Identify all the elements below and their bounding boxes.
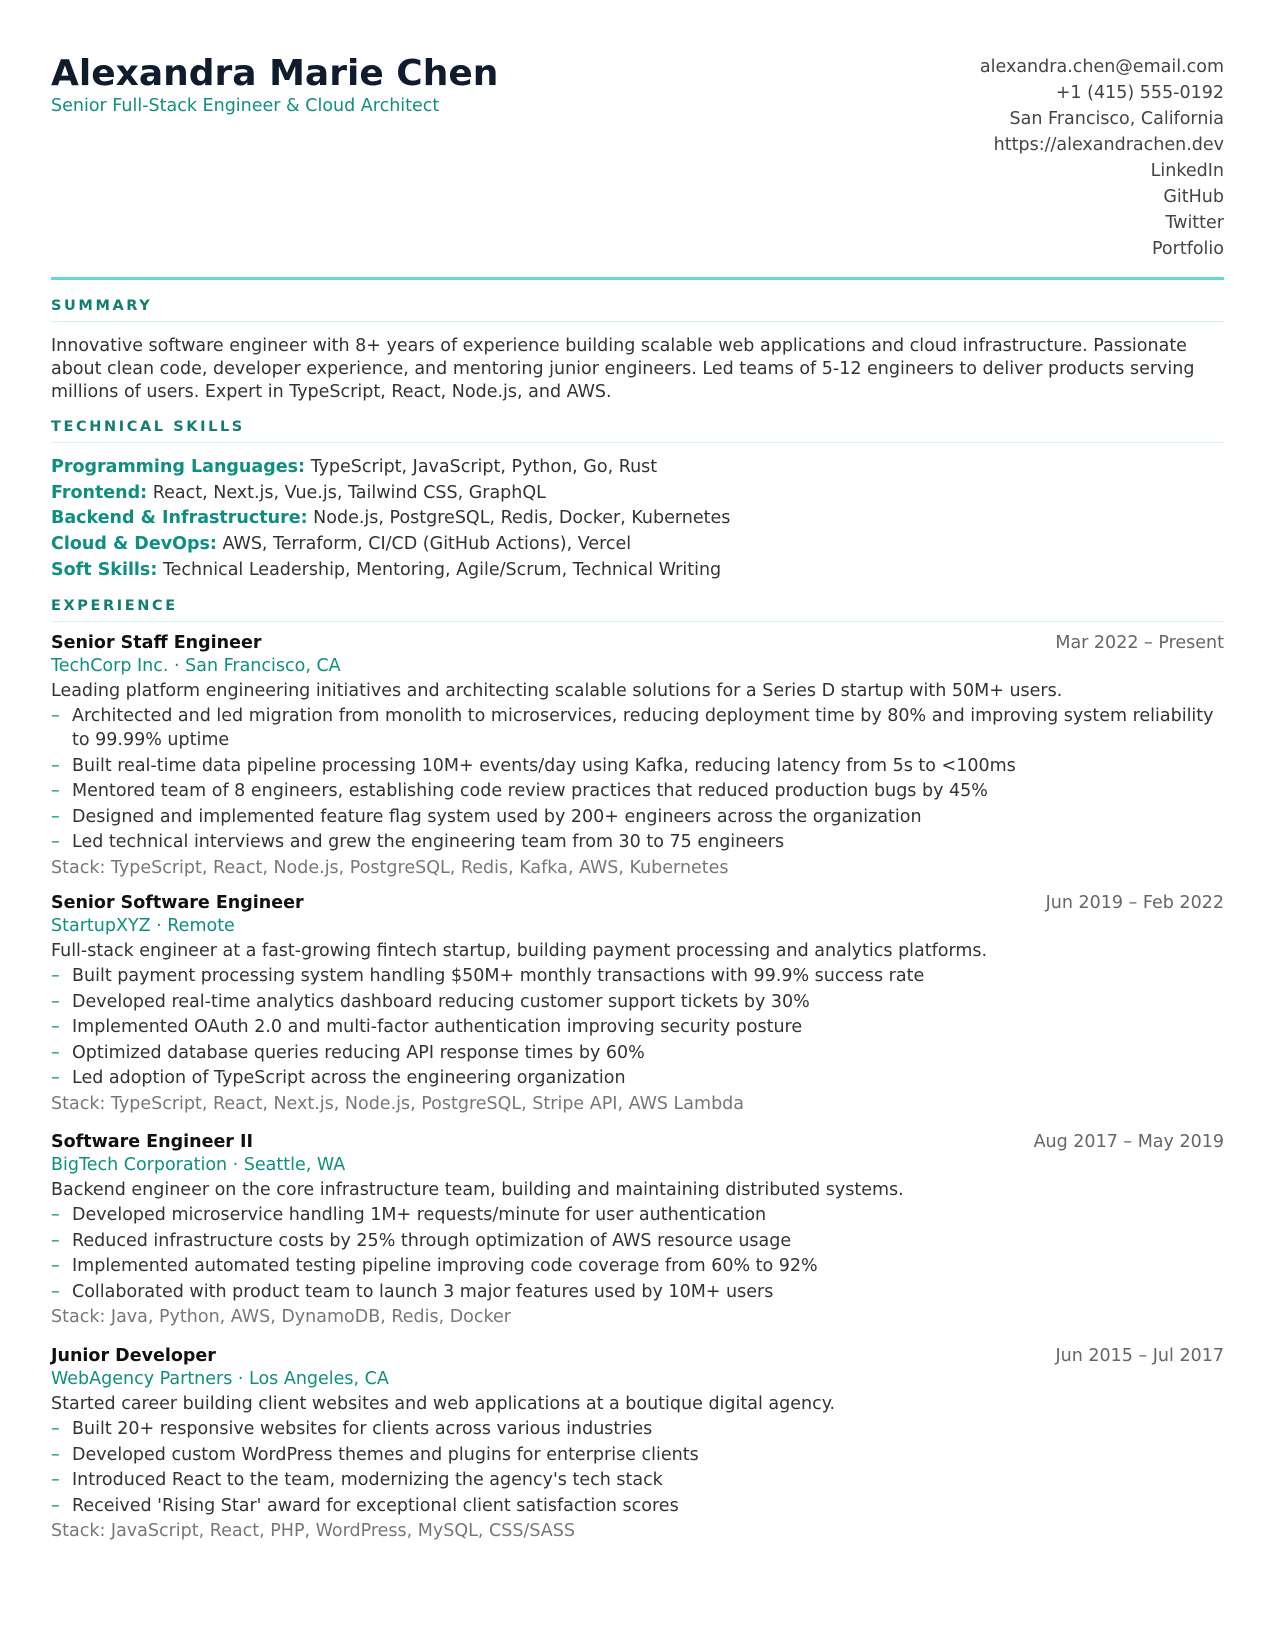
skill-row (51, 455, 1224, 481)
job-bullet (51, 1066, 1224, 1090)
skill-category: Programming Languages: (51, 457, 306, 477)
job-bullet (51, 1041, 1224, 1065)
job-stack: Stack: TypeScript, React, Node.js, PostgreSQL, Redis, Kafka, AWS, Kubernetes (51, 857, 729, 878)
contact-portfolio[interactable]: Portfolio (1152, 239, 1224, 259)
bullet-text: Led technical interviews and grew the engineering team from 30 to 75 engineers (72, 832, 785, 853)
dash-bullet-icon: – (51, 1444, 60, 1465)
job-description: Full-stack engineer at a fast-growing fintech startup, building payment processing and analytics platforms. (51, 941, 988, 961)
job-bullet (51, 1494, 1224, 1518)
dash-bullet-icon: – (51, 1470, 60, 1491)
experience-entry (51, 632, 1224, 880)
contact-phone[interactable]: +1 (415) 555-0192 (1055, 83, 1224, 103)
header-divider (51, 277, 1224, 280)
job-bullet (51, 1468, 1224, 1492)
dash-bullet-icon: – (51, 1495, 60, 1516)
experience-entry (51, 892, 1224, 1116)
job-dates: Aug 2017 – May 2019 (1033, 1132, 1224, 1152)
job-bullet (51, 1417, 1224, 1441)
job-role: Junior Developer (51, 1346, 216, 1366)
bullet-text: Implemented OAuth 2.0 and multi-factor authentication improving security posture (72, 1017, 803, 1038)
job-stack: Stack: TypeScript, React, Next.js, Node.js, PostgreSQL, Stripe API, AWS Lambda (51, 1093, 745, 1114)
bullet-text: Developed custom WordPress themes and plugins for enterprise clients (72, 1444, 699, 1465)
job-company: StartupXYZ · Remote (51, 916, 235, 936)
bullet-text: Developed real-time analytics dashboard reducing customer support tickets by 30% (72, 991, 810, 1012)
job-description: Leading platform engineering initiatives and architecting scalable solutions for a Series D startup with 50M+ users. (51, 681, 1063, 701)
job-header (51, 632, 1224, 655)
job-bullet (51, 754, 1224, 778)
job-bullet (51, 779, 1224, 803)
bullet-text: Built payment processing system handling $50M+ monthly transactions with 99.9% success rate (72, 966, 925, 986)
experience-entry (51, 1345, 1224, 1543)
contact-github[interactable]: GitHub (1163, 187, 1224, 207)
bullet-text: Built real-time data pipeline processing 10M+ events/day using Kafka, reducing latency from 5s to <100ms (72, 755, 1016, 776)
job-stack: Stack: Java, Python, AWS, DynamoDB, Redis, Docker (51, 1307, 511, 1328)
job-bullets (51, 1417, 1224, 1518)
resume-page (51, 0, 1224, 1542)
contact-twitter[interactable]: Twitter (1165, 213, 1224, 233)
section-heading-skills: TECHNICAL SKILLS (51, 419, 1224, 443)
contact-website[interactable]: https://alexandrachen.dev (993, 135, 1224, 155)
job-role: Senior Staff Engineer (51, 633, 262, 653)
dash-bullet-icon: – (51, 832, 60, 853)
bullet-text: Received 'Rising Star' award for exceptional client satisfaction scores (72, 1495, 679, 1516)
job-bullet (51, 990, 1224, 1014)
job-bullet (51, 805, 1224, 829)
skill-row (51, 481, 1224, 507)
section-heading-experience: EXPERIENCE (51, 598, 1224, 622)
bullet-text: Mentored team of 8 engineers, establishing code review practices that reduced production bugs by 45% (72, 781, 988, 802)
dash-bullet-icon: – (51, 991, 60, 1012)
bullet-text: Architected and led migration from monolith to microservices, reducing deployment time by 80% and improving system reliability to 99.99% uptime (72, 706, 1214, 750)
skill-value: TypeScript, JavaScript, Python, Go, Rust (310, 457, 658, 477)
bullet-text: Introduced React to the team, modernizing the agency's tech stack (72, 1470, 663, 1491)
job-bullet (51, 1443, 1224, 1467)
dash-bullet-icon: – (51, 1017, 60, 1038)
job-bullet (51, 704, 1224, 752)
job-header (51, 1345, 1224, 1368)
skill-value: Technical Leadership, Mentoring, Agile/Scrum, Technical Writing (162, 559, 722, 580)
experience-entry (51, 1131, 1224, 1329)
contact-email[interactable]: alexandra.chen@email.com (979, 57, 1224, 77)
job-description: Backend engineer on the core infrastructure team, building and maintaining distributed systems. (51, 1180, 904, 1200)
skill-row (51, 506, 1224, 532)
job-header (51, 1131, 1224, 1154)
job-bullet (51, 1229, 1224, 1253)
job-stack: Stack: JavaScript, React, PHP, WordPress, MySQL, CSS/SASS (51, 1521, 575, 1542)
dash-bullet-icon: – (51, 806, 60, 827)
job-company: BigTech Corporation · Seattle, WA (51, 1155, 346, 1175)
dash-bullet-icon: – (51, 1419, 60, 1439)
job-header (51, 892, 1224, 915)
dash-bullet-icon: – (51, 755, 60, 776)
job-bullets (51, 704, 1224, 854)
summary-text: Innovative software engineer with 8+ years of experience building scalable web applications and cloud infrastructure. Passionate about clean code, developer experience, and mentoring junior engineers. Led teams of 5-12 engineers to deliver products serving millions of users. Expert in TypeScript, React, Node.js, and AWS. (51, 336, 1195, 402)
job-bullets (51, 1203, 1224, 1304)
bullet-text: Collaborated with product team to launch 3 major features used by 10M+ users (72, 1281, 774, 1302)
skills-list (51, 455, 1224, 584)
dash-bullet-icon: – (51, 1256, 60, 1277)
dash-bullet-icon: – (51, 706, 60, 726)
candidate-name: Alexandra Marie Chen (51, 53, 499, 94)
job-company: TechCorp Inc. · San Francisco, CA (51, 656, 341, 676)
dash-bullet-icon: – (51, 1205, 60, 1225)
job-role: Software Engineer II (51, 1132, 254, 1152)
dash-bullet-icon: – (51, 1281, 60, 1302)
skill-row (51, 532, 1224, 558)
skill-value: AWS, Terraform, CI/CD (GitHub Actions), Vercel (222, 534, 632, 555)
bullet-text: Designed and implemented feature flag system used by 200+ engineers across the organization (72, 806, 922, 827)
bullet-text: Led adoption of TypeScript across the engineering organization (72, 1068, 626, 1089)
contact-info (980, 54, 1224, 262)
bullet-text: Implemented automated testing pipeline improving code coverage from 60% to 92% (72, 1256, 818, 1277)
job-description: Started career building client websites and web applications at a boutique digital agency. (51, 1394, 836, 1414)
job-bullet (51, 1254, 1224, 1278)
job-bullets (51, 964, 1224, 1090)
bullet-text: Reduced infrastructure costs by 25% through optimization of AWS resource usage (72, 1230, 792, 1251)
bullet-text: Optimized database queries reducing API response times by 60% (72, 1042, 645, 1063)
dash-bullet-icon: – (51, 966, 60, 986)
dash-bullet-icon: – (51, 1042, 60, 1063)
skill-value: React, Next.js, Vue.js, Tailwind CSS, GraphQL (152, 482, 546, 503)
job-role: Senior Software Engineer (51, 893, 304, 913)
skill-category: Soft Skills: (51, 559, 158, 580)
job-bullet (51, 1015, 1224, 1039)
job-bullet (51, 964, 1224, 988)
job-dates: Mar 2022 – Present (1055, 633, 1224, 653)
job-dates: Jun 2015 – Jul 2017 (1055, 1346, 1224, 1366)
dash-bullet-icon: – (51, 1230, 60, 1251)
bullet-text: Built 20+ responsive websites for clients across various industries (72, 1419, 653, 1439)
contact-linkedin[interactable]: LinkedIn (1150, 161, 1224, 181)
skill-value: Node.js, PostgreSQL, Redis, Docker, Kubernetes (313, 508, 731, 529)
candidate-title: Senior Full-Stack Engineer & Cloud Architect (51, 96, 440, 116)
job-bullet (51, 1203, 1224, 1227)
contact-location: San Francisco, California (1009, 109, 1224, 129)
bullet-text: Developed microservice handling 1M+ requests/minute for user authentication (72, 1205, 767, 1225)
section-heading-summary: SUMMARY (51, 298, 1224, 322)
job-bullet (51, 830, 1224, 854)
job-bullet (51, 1280, 1224, 1304)
job-company: WebAgency Partners · Los Angeles, CA (51, 1369, 389, 1389)
skill-category: Frontend: (51, 482, 148, 503)
dash-bullet-icon: – (51, 1068, 60, 1089)
skill-category: Cloud & DevOps: (51, 534, 217, 555)
resume-header (51, 0, 1224, 285)
skill-category: Backend & Infrastructure: (51, 508, 308, 529)
job-dates: Jun 2019 – Feb 2022 (1045, 893, 1224, 913)
skill-row (51, 558, 1224, 584)
dash-bullet-icon: – (51, 781, 60, 802)
